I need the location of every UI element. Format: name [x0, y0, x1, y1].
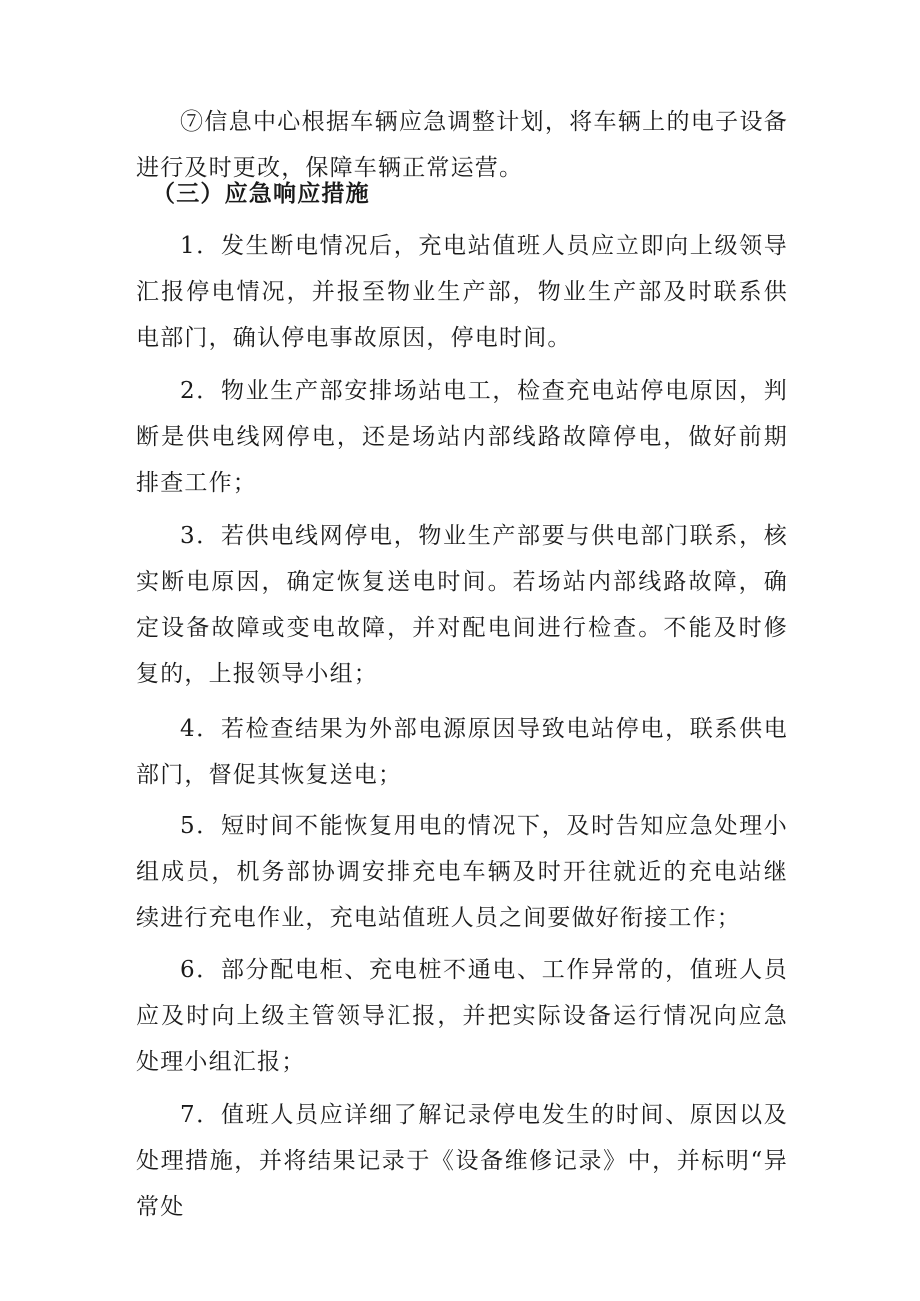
paragraph-item-1: 1．发生断电情况后，充电站值班人员应立即向上级领导汇报停电情况，并报至物业生产部，物业生产部及时联系供电部门，确认停电事故原因，停电时间。 — [136, 233, 788, 351]
paragraph-item-6: 6．部分配电柜、充电桩不通电、工作异常的，值班人员应及时向上级主管领导汇报，并把实际设备运行情况向应急处理小组汇报； — [136, 957, 788, 1075]
paragraph-item-7: 7．值班人员应详细了解记录停电发生的时间、原因以及处理措施，并将结果记录于《设备维修记录》中，并标明“异常处 — [136, 1102, 788, 1220]
paragraph-item-2: 2．物业生产部安排场站电工，检查充电站停电原因，判断是供电线网停电，还是场站内部线路故障停电，做好前期排查工作； — [136, 378, 788, 496]
paragraph-item-5: 5．短时间不能恢复用电的情况下，及时告知应急处理小组成员，机务部协调安排充电车辆及时开往就近的充电站继续进行充电作业，充电站值班人员之间要做好衔接工作； — [136, 813, 788, 931]
paragraph-item-4: 4．若检查结果为外部电源原因导致电站停电，联系供电部门，督促其恢复送电； — [136, 716, 788, 788]
paragraph-item-3: 3．若供电线网停电，物业生产部要与供电部门联系，核实断电原因，确定恢复送电时间。若场站内部线路故障，确定设备故障或变电故障，并对配电间进行检查。不能及时修复的，上报领导小组； — [136, 523, 788, 687]
paragraph-intro: ⑦信息中心根据车辆应急调整计划，将车辆上的电子设备进行及时更改，保障车辆正常运营。 — [136, 109, 788, 181]
section-heading: （三）应急响应措施 — [152, 181, 370, 207]
